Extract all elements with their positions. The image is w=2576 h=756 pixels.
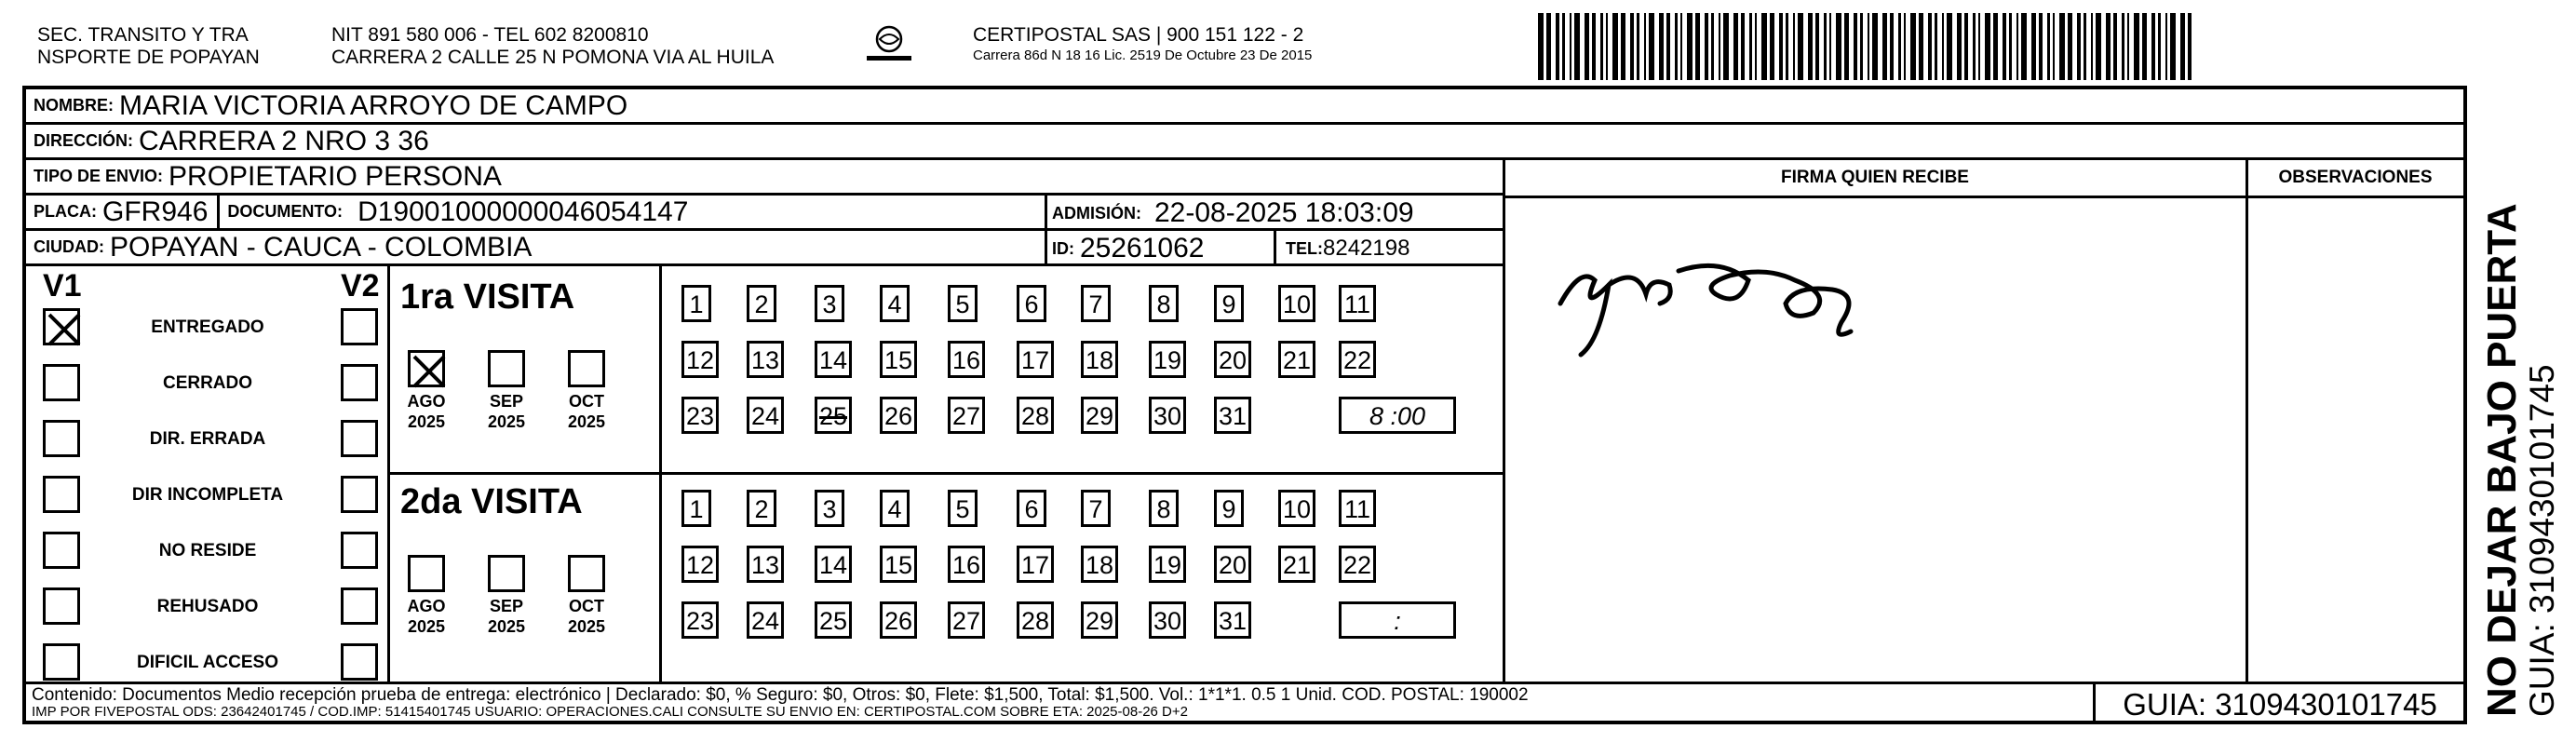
firma-label: FIRMA QUIEN RECIBE	[1781, 168, 1969, 187]
barcode-bar	[1680, 13, 1682, 80]
barcode-bar	[1741, 13, 1745, 80]
barcode-bar	[2016, 13, 2018, 80]
day-box[interactable]: 16	[948, 546, 985, 583]
barcode-bar	[1719, 13, 1720, 80]
day-box[interactable]: 26	[880, 397, 917, 434]
barcode-bar	[1942, 13, 1944, 80]
side-warning: NO DEJAR BAJO PUERTA GUIA: 3109430101745	[2479, 203, 2561, 717]
day-box[interactable]: 25	[815, 601, 852, 639]
barcode-bar	[2188, 13, 2192, 80]
barcode-bar	[1964, 13, 1968, 80]
barcode-bar	[1928, 13, 1932, 80]
v2-label: V2	[341, 268, 380, 304]
barcode-bar	[1630, 13, 1634, 80]
day-box[interactable]: 3	[815, 490, 844, 527]
v2-checkbox[interactable]	[341, 587, 378, 625]
day-box[interactable]: 18	[1081, 546, 1118, 583]
barcode-bar	[1957, 13, 1962, 80]
status-label: DIR. ERRADA	[149, 429, 266, 449]
first-visit-title: 1ra VISITA	[400, 277, 575, 317]
month-checkbox[interactable]	[408, 555, 445, 592]
day-box[interactable]: 7	[1081, 285, 1111, 322]
barcode-bar	[1824, 13, 1827, 80]
v1-checkbox[interactable]	[43, 308, 80, 345]
barcode-bar	[1761, 13, 1767, 80]
day-box[interactable]: 29	[1081, 397, 1118, 434]
barcode-bar	[1749, 13, 1752, 80]
day-box[interactable]: 22	[1339, 546, 1376, 583]
barcode-bar	[1600, 13, 1603, 80]
sender-contact: NIT 891 580 006 - TEL 602 8200810 CARRERA 2 CALLE 25 N POMONA VIA AL HUILA	[331, 24, 775, 68]
barcode-bar	[2127, 13, 2129, 80]
barcode-bar	[2053, 13, 2055, 80]
certipostal-logo	[861, 24, 917, 65]
day-box[interactable]: 11	[1339, 490, 1376, 527]
v1-checkbox[interactable]	[43, 420, 80, 457]
month-checkbox[interactable]	[488, 350, 525, 387]
barcode-bar	[1711, 13, 1714, 80]
barcode-bar	[1659, 13, 1664, 80]
barcode-bar	[2021, 13, 2027, 80]
day-box[interactable]: 4	[880, 490, 910, 527]
day-box[interactable]: 24	[747, 601, 784, 639]
day-box[interactable]: 13	[747, 546, 784, 583]
barcode-bar	[2180, 13, 2185, 80]
barcode-bar	[1973, 13, 1976, 80]
day-box[interactable]: 20	[1214, 341, 1251, 378]
day-box[interactable]: 15	[880, 546, 917, 583]
month-label: OCT 2025	[567, 392, 606, 431]
time-box[interactable]: :	[1339, 601, 1456, 639]
v2-checkbox[interactable]	[341, 308, 378, 345]
barcode-bar	[1786, 13, 1788, 80]
day-box[interactable]: 23	[681, 601, 719, 639]
status-label: DIR INCOMPLETA	[131, 485, 284, 505]
status-label: NO RESIDE	[158, 541, 257, 560]
barcode-bar	[2142, 13, 2147, 80]
barcode-bar	[1898, 13, 1901, 80]
barcode-bar	[1872, 13, 1878, 80]
v1-checkbox[interactable]	[43, 643, 80, 681]
barcode-bar	[1695, 13, 1700, 80]
guia-number: GUIA: 3109430101745	[2123, 687, 2437, 722]
id-field: ID: 25261062	[1052, 233, 1205, 263]
day-box[interactable]: 24	[747, 397, 784, 434]
barcode-bar	[2039, 13, 2043, 80]
sender-name: SEC. TRANSITO Y TRA NSPORTE DE POPAYAN	[37, 24, 260, 68]
v1-checkbox[interactable]	[43, 364, 80, 401]
day-box[interactable]: 15	[880, 341, 917, 378]
barcode-bar	[1705, 13, 1708, 80]
barcode-bar	[1755, 13, 1757, 80]
barcode-bar	[2165, 13, 2167, 80]
barcode-bar	[1868, 13, 1869, 80]
day-box[interactable]: 26	[880, 601, 917, 639]
barcode-bar	[1649, 13, 1654, 80]
barcode-bar	[1815, 13, 1819, 80]
barcode-bar	[1592, 13, 1596, 80]
day-box[interactable]: 30	[1149, 601, 1186, 639]
barcode-bar	[1606, 13, 1608, 80]
v1-checkbox[interactable]	[43, 476, 80, 513]
month-label: AGO 2025	[407, 392, 446, 431]
day-box[interactable]: 2	[747, 285, 776, 322]
second-visit-title: 2da VISITA	[400, 482, 583, 521]
day-box[interactable]: 8	[1149, 285, 1179, 322]
day-box[interactable]: 21	[1278, 546, 1315, 583]
placa-row: PLACA: GFR946 DOCUMENTO: D19001000000046054147	[26, 196, 1503, 231]
day-box[interactable]: 1	[681, 490, 711, 527]
barcode-bar	[2106, 13, 2111, 80]
month-label: AGO 2025	[407, 597, 446, 636]
day-box[interactable]: 17	[1017, 341, 1054, 378]
shipping-form	[22, 86, 2467, 724]
barcode-bar	[2122, 13, 2124, 80]
day-box[interactable]: 2	[747, 490, 776, 527]
status-label: REHUSADO	[156, 597, 259, 616]
day-box[interactable]: 28	[1017, 397, 1054, 434]
day-box[interactable]: 22	[1339, 341, 1376, 378]
barcode-bar	[2003, 13, 2006, 80]
barcode-bar	[1733, 13, 1738, 80]
day-box[interactable]: 8	[1149, 490, 1179, 527]
day-box[interactable]: 28	[1017, 601, 1054, 639]
barcode-bar	[2091, 13, 2093, 80]
day-box[interactable]: 18	[1081, 341, 1118, 378]
day-box[interactable]: 3	[815, 285, 844, 322]
barcode-bar	[2009, 13, 2012, 80]
day-box[interactable]: 19	[1149, 546, 1186, 583]
status-label: DIFICIL ACCESO	[136, 653, 278, 672]
barcode-bar	[2113, 13, 2117, 80]
barcode-bar	[1574, 13, 1580, 80]
barcode-bar	[1860, 13, 1863, 80]
v1-checkbox[interactable]	[43, 587, 80, 625]
v2-checkbox[interactable]	[341, 476, 378, 513]
barcode-bar	[1854, 13, 1857, 80]
day-box[interactable]: 13	[747, 341, 784, 378]
barcode-bar	[1644, 13, 1646, 80]
barcode-bar	[2158, 13, 2161, 80]
barcode-bar	[1882, 13, 1887, 80]
tel-field: TEL: 8242198	[1286, 236, 1410, 261]
day-box[interactable]: 16	[948, 341, 985, 378]
day-box[interactable]: 9	[1214, 490, 1244, 527]
direccion-row: DIRECCIÓN: CARRERA 2 NRO 3 36	[26, 125, 2463, 160]
day-box[interactable]: 1	[681, 285, 711, 322]
barcode-bar	[1836, 13, 1841, 80]
barcode-bar	[2151, 13, 2155, 80]
day-box[interactable]: 5	[948, 490, 978, 527]
time-box[interactable]: 8 :00	[1339, 397, 1456, 434]
ciudad-row: CIUDAD: POPAYAN - CAUCA - COLOMBIA	[26, 231, 1503, 266]
day-box[interactable]: 19	[1149, 341, 1186, 378]
barcode-bar	[1993, 13, 1998, 80]
v2-checkbox[interactable]	[341, 532, 378, 569]
barcode-bar	[2134, 13, 2139, 80]
month-label: OCT 2025	[567, 597, 606, 636]
day-box[interactable]: 10	[1278, 490, 1315, 527]
barcode-bar	[2031, 13, 2036, 80]
barcode-bar	[1723, 13, 1729, 80]
day-box[interactable]: 4	[880, 285, 910, 322]
v2-checkbox[interactable]	[341, 643, 378, 681]
barcode-bar	[2096, 13, 2101, 80]
day-box[interactable]: 7	[1081, 490, 1111, 527]
day-box[interactable]: 31	[1214, 601, 1251, 639]
barcode-bar	[1910, 13, 1916, 80]
day-box[interactable]: 12	[681, 546, 719, 583]
barcode-bar	[1687, 13, 1693, 80]
barcode-bar	[1546, 13, 1551, 80]
barcode-bar	[1985, 13, 1990, 80]
month-checkbox[interactable]	[488, 555, 525, 592]
admision-field: ADMISIÓN: 22-08-2025 18:03:09	[1052, 197, 1414, 228]
observaciones-label: OBSERVACIONES	[2278, 168, 2433, 187]
day-box[interactable]: 5	[948, 285, 978, 322]
footer-line2: IMP POR FIVEPOSTAL ODS: 23642401745 / COD.IMP: 51415401745 USUARIO: OPERACIONES.CALI CONSULTE SU ENVIO EN: CERTIPOSTAL.COM SOBRE ETA: 2025-08-26 D+2	[32, 704, 1188, 720]
day-box[interactable]: 11	[1339, 285, 1376, 322]
barcode-bar	[1904, 13, 1906, 80]
day-box[interactable]: 27	[948, 601, 985, 639]
day-box[interactable]: 14	[815, 546, 852, 583]
signature	[1553, 229, 1944, 369]
barcode-bar	[1562, 13, 1565, 80]
barcode-bar	[1890, 13, 1894, 80]
barcode-bar	[2059, 13, 2065, 80]
barcode-bar	[1612, 13, 1618, 80]
footer-line1: Contenido: Documentos Medio recepción prueba de entrega: electrónico | Declarado: $0, % Seguro: $0, Otros: $0, Flete: $1,500, Total: $1,500. Vol.: 1*1*1. 0.5 1 Unid. COD. POSTAL: 190002	[32, 685, 1529, 705]
v2-checkbox[interactable]	[341, 364, 378, 401]
day-box[interactable]: 21	[1278, 341, 1315, 378]
month-checkbox[interactable]	[408, 350, 445, 387]
v1-label: V1	[43, 268, 82, 304]
day-box[interactable]: 6	[1017, 490, 1046, 527]
barcode-bar	[1621, 13, 1625, 80]
barcode-bar	[1538, 13, 1544, 80]
barcode-bar	[1808, 13, 1813, 80]
day-box[interactable]: 31	[1214, 397, 1251, 434]
barcode-bar	[1978, 13, 1980, 80]
v2-checkbox[interactable]	[341, 420, 378, 457]
status-label: ENTREGADO	[151, 317, 264, 337]
barcode-bar	[1935, 13, 1937, 80]
month-label: SEP 2025	[487, 392, 526, 431]
barcode	[1538, 13, 2197, 80]
day-box[interactable]: 9	[1214, 285, 1244, 322]
day-box[interactable]: 23	[681, 397, 719, 434]
month-checkbox[interactable]	[568, 350, 605, 387]
day-box[interactable]: 6	[1017, 285, 1046, 322]
status-label: CERRADO	[162, 373, 253, 393]
barcode-bar	[1779, 13, 1783, 80]
tipo-row: TIPO DE ENVIO: PROPIETARIO PERSONA	[26, 160, 1503, 196]
barcode-bar	[2068, 13, 2072, 80]
barcode-bar	[1637, 13, 1639, 80]
courier-info: CERTIPOSTAL SAS | 900 151 122 - 2 Carrera 86d N 18 16 Lic. 2519 De Octubre 23 De 2015	[973, 24, 1313, 63]
barcode-bar	[2170, 13, 2176, 80]
barcode-bar	[1829, 13, 1831, 80]
month-label: SEP 2025	[487, 597, 526, 636]
barcode-bar	[1947, 13, 1952, 80]
day-box[interactable]: 14	[815, 341, 852, 378]
day-box[interactable]: 20	[1214, 546, 1251, 583]
barcode-bar	[2047, 13, 2050, 80]
day-box[interactable]: 29	[1081, 601, 1118, 639]
nombre-row: NOMBRE: MARIA VICTORIA ARROYO DE CAMPO	[26, 89, 2463, 125]
month-checkbox[interactable]	[568, 555, 605, 592]
day-box[interactable]: 30	[1149, 397, 1186, 434]
barcode-bar	[1770, 13, 1774, 80]
barcode-bar	[1798, 13, 1803, 80]
barcode-bar	[1585, 13, 1589, 80]
day-box[interactable]: 10	[1278, 285, 1315, 322]
barcode-bar	[2077, 13, 2081, 80]
day-box[interactable]: 27	[948, 397, 985, 434]
barcode-bar	[1675, 13, 1678, 80]
barcode-bar	[1556, 13, 1559, 80]
day-box[interactable]: 12	[681, 341, 719, 378]
day-box[interactable]: 17	[1017, 546, 1054, 583]
v1-checkbox[interactable]	[43, 532, 80, 569]
barcode-bar	[1793, 13, 1795, 80]
barcode-bar	[1844, 13, 1849, 80]
barcode-bar	[1570, 13, 1571, 80]
day-box[interactable]: 25	[815, 397, 852, 434]
barcode-bar	[1919, 13, 1923, 80]
barcode-bar	[2084, 13, 2086, 80]
barcode-bar	[1666, 13, 1670, 80]
